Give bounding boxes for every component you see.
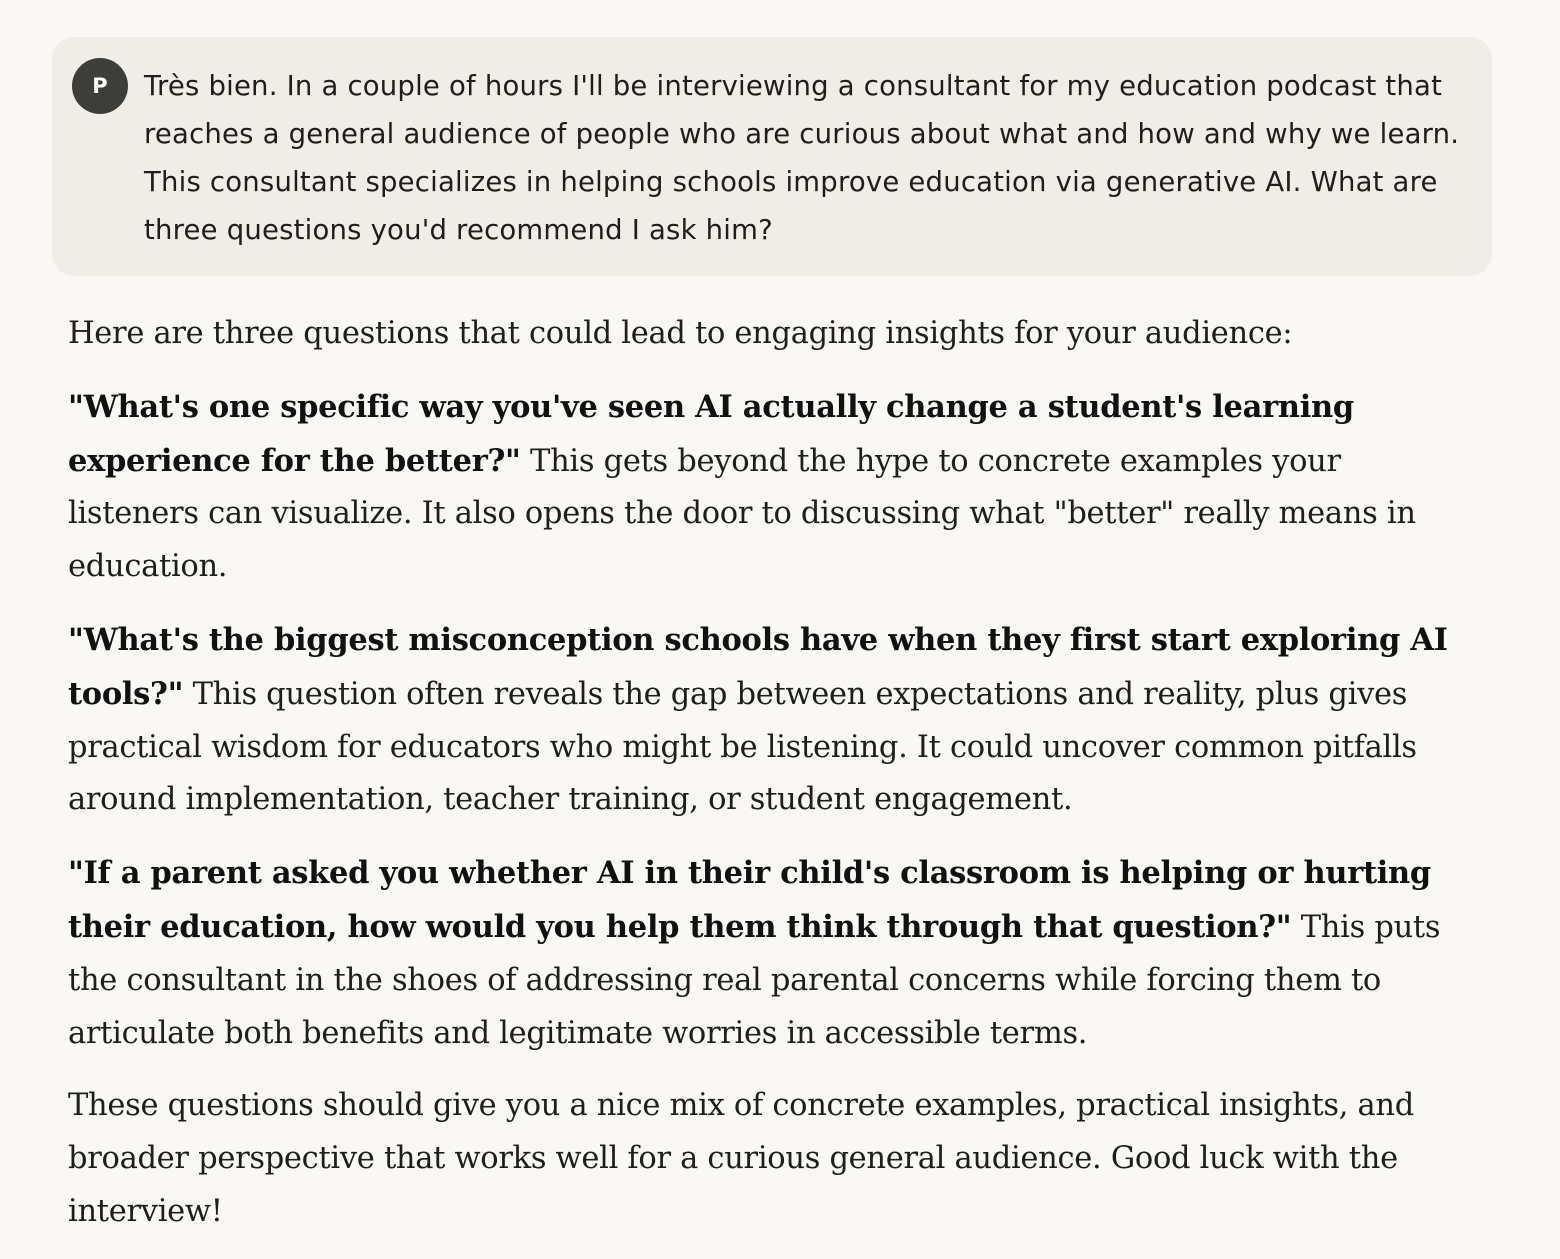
- user-message-bubble: [52, 37, 1492, 276]
- question-text: "If a parent asked you whether AI in their child's classroom is helping or hurting their education, how would you help them think through that question?": [68, 855, 1431, 945]
- user-message-text: Très bien. In a couple of hours I'll be interviewing a consultant for my education podcast that reaches a general audience of people who are curious about what and how and why we learn. This consultant specializes in helping schools improve education via generative AI. What are three questions you'd recommend I ask him?: [144, 70, 1460, 246]
- response-closing: These questions should give you a nice mix of concrete examples, practical insights, and broader perspective that works well for a curious general audience. Good luck with the interview!: [68, 1088, 1414, 1229]
- question-explanation: This question often reveals the gap between expectations and reality, plus gives practical wisdom for educators who might be listening. It could uncover common pitfalls around implementation, teacher training, or student engagement.: [68, 676, 1417, 818]
- question-text: "What's one specific way you've seen AI actually change a student's learning experience for the better?": [68, 388, 1354, 479]
- user-avatar[interactable]: P: [72, 58, 128, 114]
- question-item-2: [68, 614, 1468, 827]
- question-explanation: This puts the consultant in the shoes of addressing real parental concerns while forcing them to articulate both benefits and legitimate worries in accessible terms.: [68, 909, 1441, 1051]
- assistant-response: [68, 308, 1468, 1259]
- question-item-1: [68, 381, 1468, 594]
- response-intro: Here are three questions that could lead to engaging insights for your audience:: [68, 316, 1293, 351]
- question-item-3: [68, 847, 1468, 1060]
- question-text: "What's the biggest misconception schools have when they first start exploring AI tools?": [68, 621, 1448, 712]
- question-explanation: This gets beyond the hype to concrete examples your listeners can visualize. It also opens the door to discussing what "better" really means in education.: [68, 443, 1416, 585]
